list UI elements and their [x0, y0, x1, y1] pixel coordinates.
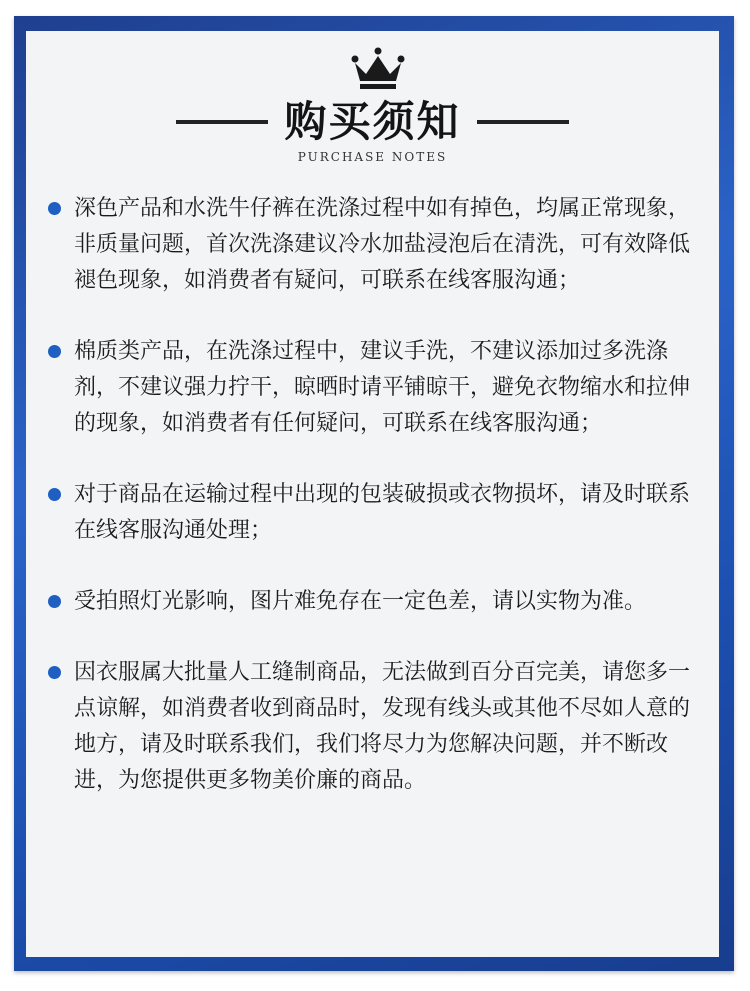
title-row	[26, 97, 719, 147]
note-item	[48, 334, 696, 442]
notes-list	[48, 191, 696, 834]
page-title: 购买须知	[284, 97, 461, 146]
notes-panel	[26, 31, 719, 957]
note-item	[48, 477, 696, 549]
note-item	[48, 584, 696, 620]
note-text: 对于商品在运输过程中出现的包装破损或衣物损坏，请及时联系在线客服沟通处理；	[74, 482, 691, 543]
header	[26, 31, 719, 181]
note-text: 受拍照灯光影响，图片难免存在一定色差，请以实物为准。	[74, 589, 647, 614]
note-item	[48, 191, 696, 299]
note-text: 棉质类产品，在洗涤过程中，建议手洗，不建议添加过多洗涤剂，不建议强力拧干，晾晒时请平铺晾干，避免衣物缩水和拉伸的现象，如消费者有任何疑问，可联系在线客服沟通；	[74, 339, 691, 436]
bullet-dot	[48, 202, 61, 215]
note-text: 因衣服属大批量人工缝制商品，无法做到百分百完美，请您多一点谅解，如消费者收到商品时，发现有线头或其他不尽如人意的地方，请及时联系我们，我们将尽力为您解决问题，并不断改进，为您提供更多物美价廉的商品。	[74, 660, 691, 793]
note-text: 深色产品和水洗牛仔裤在洗涤过程中如有掉色，均属正常现象，非质量问题，首次洗涤建议冷水加盐浸泡后在清洗，可有效降低褪色现象，如消费者有疑问，可联系在线客服沟通；	[74, 196, 691, 293]
title-line-right	[477, 120, 569, 124]
bullet-dot	[48, 595, 61, 608]
bullet-dot	[48, 488, 61, 501]
bullet-dot	[48, 345, 61, 358]
note-item	[48, 655, 696, 799]
title-line-left	[176, 120, 268, 124]
crown-icon	[350, 47, 406, 91]
page-subtitle: PURCHASE NOTES	[297, 150, 448, 164]
bullet-dot	[48, 666, 61, 679]
